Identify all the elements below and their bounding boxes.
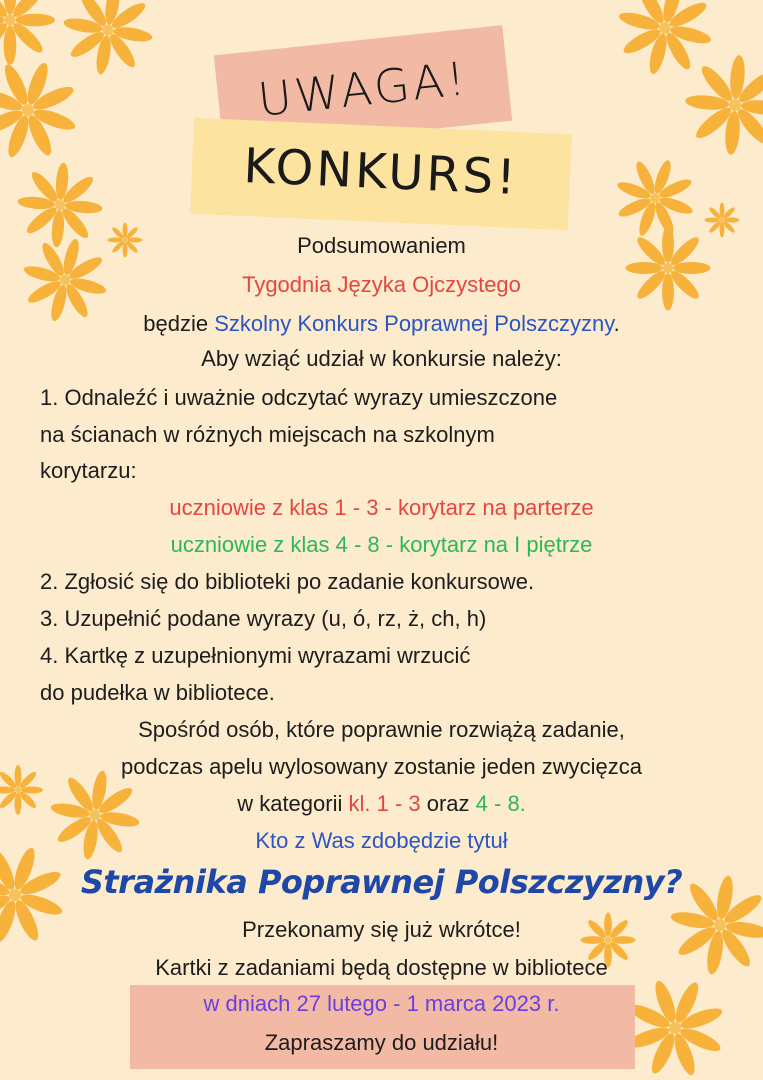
step-1a: 1. Odnaleźć i uważnie odczytać wyrazy umieszczone [40, 385, 558, 410]
intro-line-3a: będzie [143, 311, 215, 336]
step-4a: 4. Kartkę z uzupełnionymi wyrazami wrzucić [40, 643, 471, 668]
outro-line-4: Kto z Was zdobędzie tytuł [255, 828, 508, 853]
category-a: kl. 1 - 3 [348, 791, 421, 816]
step-4b: do pudełka w bibliotece. [40, 680, 275, 705]
step-1c: korytarzu: [40, 458, 137, 483]
title-heading: Strażnika Poprawnej Polszczyzny? [80, 863, 683, 901]
contest-name: Szkolny Konkurs Poprawnej Polszczyzny [214, 311, 614, 336]
category-b: 4 - 8. [475, 791, 526, 816]
outro-line-5: Przekonamy się już wkrótce! [242, 917, 521, 942]
intro-line-1: Podsumowaniem [297, 233, 466, 258]
banner-bottom-text: KONKURS! [242, 138, 520, 206]
step-2: 2. Zgłosić się do biblioteki po zadanie konkursowe. [40, 569, 535, 594]
outro-line-2: podczas apelu wylosowany zostanie jeden zwycięzca [121, 754, 642, 779]
classes-line-b: uczniowie z klas 4 - 8 - korytarz na I piętrze [170, 532, 593, 557]
outro-line-3a: w kategorii [237, 791, 349, 816]
intro-line-2: Tygodnia Języka Ojczystego [242, 272, 521, 297]
classes-line-a: uczniowie z klas 1 - 3 - korytarz na parterze [169, 495, 594, 520]
invite-line: Zapraszamy do udziału! [264, 1030, 499, 1055]
intro-line-3c: . [613, 311, 620, 336]
banner-top-text: UWAGA! [255, 51, 471, 127]
dates-line: w dniach 27 lutego - 1 marca 2023 r. [203, 991, 560, 1016]
outro-line-6: Kartki z zadaniami będą dostępne w bibliotece [155, 955, 608, 980]
intro-line-3 [0, 306, 763, 342]
step-3: 3. Uzupełnić podane wyrazy (u, ó, rz, ż, ch, h) [40, 606, 487, 631]
banner-konkurs [190, 118, 572, 230]
outro-line-3c: oraz [420, 791, 476, 816]
outro-line-3 [0, 786, 763, 822]
step-1b: na ścianach w różnych miejscach na szkolnym [40, 422, 495, 447]
intro-line-4: Aby wziąć udział w konkursie należy: [201, 346, 562, 371]
outro-line-1: Spośród osób, które poprawnie rozwiążą zadanie, [138, 717, 625, 742]
